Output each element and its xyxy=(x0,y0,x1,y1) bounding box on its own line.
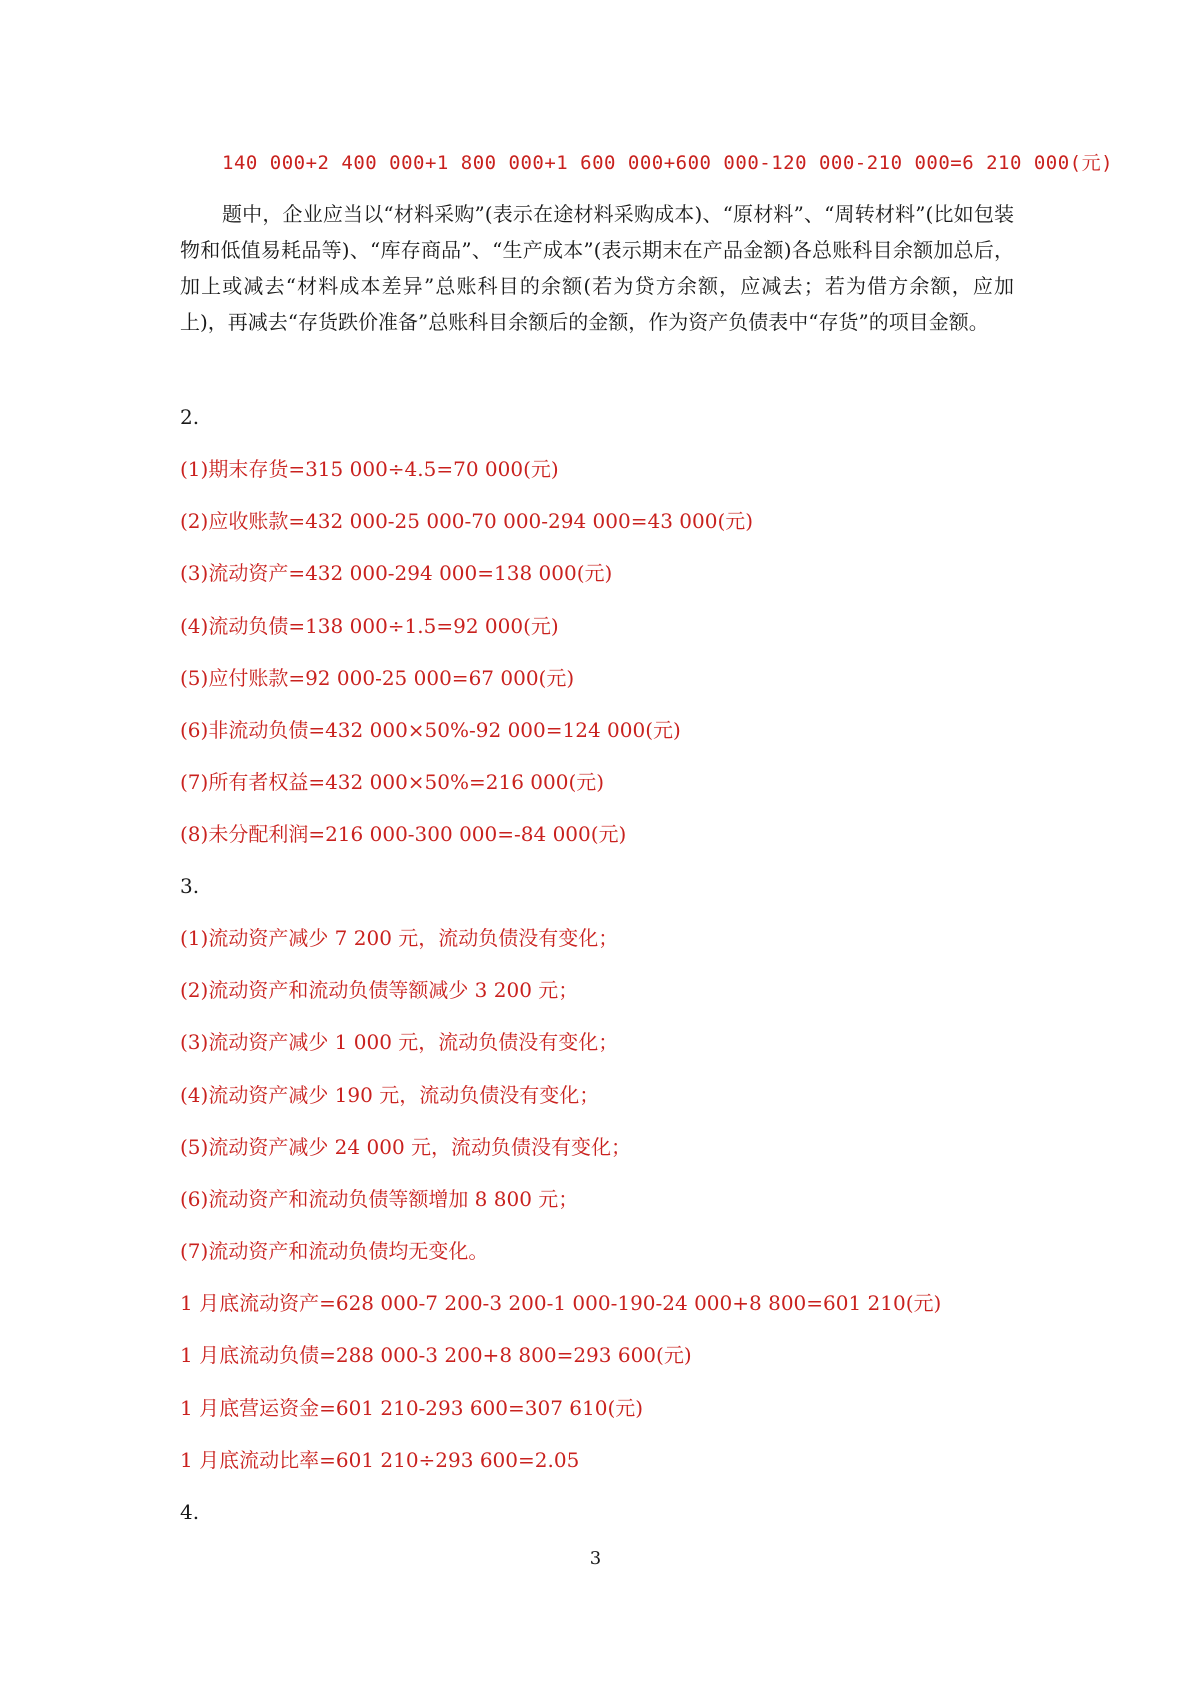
section-3-item: (7)流动资产和流动负债均无变化。 xyxy=(180,1239,489,1263)
section-3-summary: 1 月底流动负债=288 000-3 200+8 800=293 600(元) xyxy=(180,1343,692,1367)
explanation-paragraph: 题中，企业应当以“材料采购”(表示在途材料采购成本)、“原材料”、“周转材料”(比如包装物和低值易耗品等)、“库存商品”、“生产成本”(表示期末在产品金额)各总账科目余额加总后，加上或减去“材料成本差异”总账科目的余额(若为贷方余额，应减去；若为借方余额，应加上)，再减去“存货跌价准备”总账科目余额后的金额，作为资产负债表中“存货”的项目金额。 xyxy=(180,202,1014,334)
section-2-item: (6)非流动负债=432 000×50%-92 000=124 000(元) xyxy=(180,718,681,742)
section-4-heading: 4. xyxy=(180,1500,200,1524)
section-3-item: (5)流动资产减少 24 000 元，流动负债没有变化； xyxy=(180,1135,632,1159)
page-number: 3 xyxy=(589,1548,602,1569)
section-3-heading: 3. xyxy=(180,874,200,898)
section-3-item: (2)流动资产和流动负债等额减少 3 200 元； xyxy=(180,978,579,1002)
section-2-item: (7)所有者权益=432 000×50%=216 000(元) xyxy=(180,770,605,794)
section-3-item: (3)流动资产减少 1 000 元，流动负债没有变化； xyxy=(180,1030,619,1054)
section-2-item: (4)流动负债=138 000÷1.5=92 000(元) xyxy=(180,614,559,638)
section-3-summary: 1 月底营运资金=601 210-293 600=307 610(元) xyxy=(180,1396,644,1420)
section-3-item: (6)流动资产和流动负债等额增加 8 800 元； xyxy=(180,1187,579,1211)
section-2-item: (3)流动资产=432 000-294 000=138 000(元) xyxy=(180,561,613,585)
section-2-item: (1)期末存货=315 000÷4.5=70 000(元) xyxy=(180,457,559,481)
section-3-summary: 1 月底流动资产=628 000-7 200-3 200-1 000-190-24 000+8 800=601 210(元) xyxy=(180,1291,942,1315)
section-3-summary: 1 月底流动比率=601 210÷293 600=2.05 xyxy=(180,1448,580,1472)
section-3-item: (4)流动资产减少 190 元，流动负债没有变化； xyxy=(180,1083,600,1107)
section-2-item: (8)未分配利润=216 000-300 000=-84 000(元) xyxy=(180,822,627,846)
section-2-item: (5)应付账款=92 000-25 000=67 000(元) xyxy=(180,666,575,690)
top-formula: 140 000+2 400 000+1 800 000+1 600 000+600 000-120 000-210 000=6 210 000(元) xyxy=(222,152,1114,174)
section-2-item: (2)应收账款=432 000-25 000-70 000-294 000=43 000(元) xyxy=(180,509,754,533)
section-2-heading: 2. xyxy=(180,405,200,429)
section-3-item: (1)流动资产减少 7 200 元，流动负债没有变化； xyxy=(180,926,619,950)
